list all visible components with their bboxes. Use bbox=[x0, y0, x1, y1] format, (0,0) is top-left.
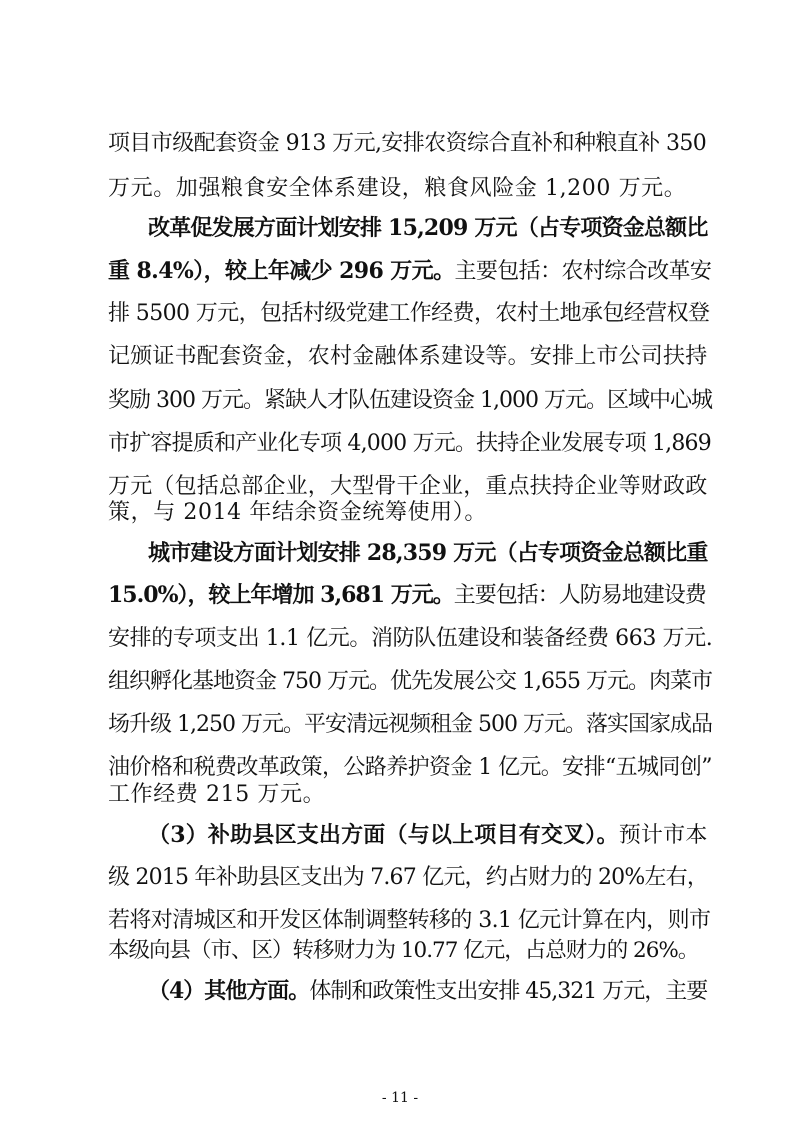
text-line-21: 本级向县（市、区）转移财力为 10.77 亿元，占总财力的 26%。 bbox=[108, 938, 699, 963]
page-number: - 11 - bbox=[381, 1090, 419, 1106]
text-line-18: （3）补助县区支出方面（与以上项目有交叉）。预计市本 bbox=[148, 822, 708, 848]
text-line-11 bbox=[148, 536, 708, 570]
text-line-9: 万元（包括总部企业，大型骨干企业，重点扶持企业等财政政 bbox=[108, 474, 708, 499]
text-line-17: 工作经费 215 万元。 bbox=[108, 782, 326, 807]
bold-heading: 城市建设方面计划安排 28,359 万元（占专项资金总额比重 bbox=[148, 540, 708, 566]
text-line-4: 重 8.4%），较上年减少 296 万元。主要包括：农村综合改革安 bbox=[108, 258, 712, 284]
bold-heading: （4）其他方面。 bbox=[148, 978, 310, 1004]
text-line-3 bbox=[148, 211, 708, 245]
text-line-19: 级 2015 年补助县区支出为 7.67 亿元，约占财力的 20%左右， bbox=[108, 865, 709, 890]
text-line-20: 若将对清城区和开发区体制调整转移的 3.1 亿元计算在内，则市 bbox=[108, 908, 711, 933]
bold-heading: 改革促发展方面计划安排 15,209 万元（占专项资金总额比 bbox=[148, 215, 708, 241]
text-line-13: 安排的专项支出 1.1 亿元。消防队伍建设和装备经费 663 万元. bbox=[108, 626, 713, 651]
text-line-10: 策，与 2014 年结余资金统筹使用）。 bbox=[108, 500, 487, 525]
text-line-22: （4）其他方面。体制和政策性支出安排 45,321 万元，主要 bbox=[148, 978, 708, 1004]
text-line-2: 万元。加强粮食安全体系建设，粮食风险金 1,200 万元。 bbox=[108, 176, 687, 201]
text-line-8: 市扩容提质和产业化专项 4,000 万元。扶持企业发展专项 1,869 bbox=[108, 431, 711, 456]
text-line-7: 奖励 300 万元。紧缺人才队伍建设资金 1,000 万元。区域中心城 bbox=[108, 388, 712, 413]
text-line-1: 项目市级配套资金 913 万元,安排农资综合直补和种粮直补 350 bbox=[108, 131, 707, 156]
text-line-14: 组织孵化基地资金 750 万元。优先发展公交 1,655 万元。肉菜市 bbox=[108, 669, 712, 694]
text-line-16: 油价格和税费改革政策，公路养护资金 1 亿元。安排“五城同创” bbox=[108, 755, 712, 780]
text-line-12: 15.0%），较上年增加 3,681 万元。主要包括：人防易地建设费 bbox=[108, 582, 706, 608]
bold-heading: 重 8.4%），较上年减少 296 万元。 bbox=[108, 258, 455, 284]
text-line-6: 记颁证书配套资金，农村金融体系建设等。安排上市公司扶持 bbox=[108, 344, 708, 369]
bold-heading: （3）补助县区支出方面（与以上项目有交叉）。 bbox=[148, 822, 619, 848]
bold-heading: 15.0%），较上年增加 3,681 万元。 bbox=[108, 582, 454, 608]
text-line-5: 排 5500 万元，包括村级党建工作经费，农村土地承包经营权登 bbox=[108, 301, 710, 326]
text-line-15: 场升级 1,250 万元。平安清远视频租金 500 万元。落实国家成品 bbox=[108, 712, 712, 737]
